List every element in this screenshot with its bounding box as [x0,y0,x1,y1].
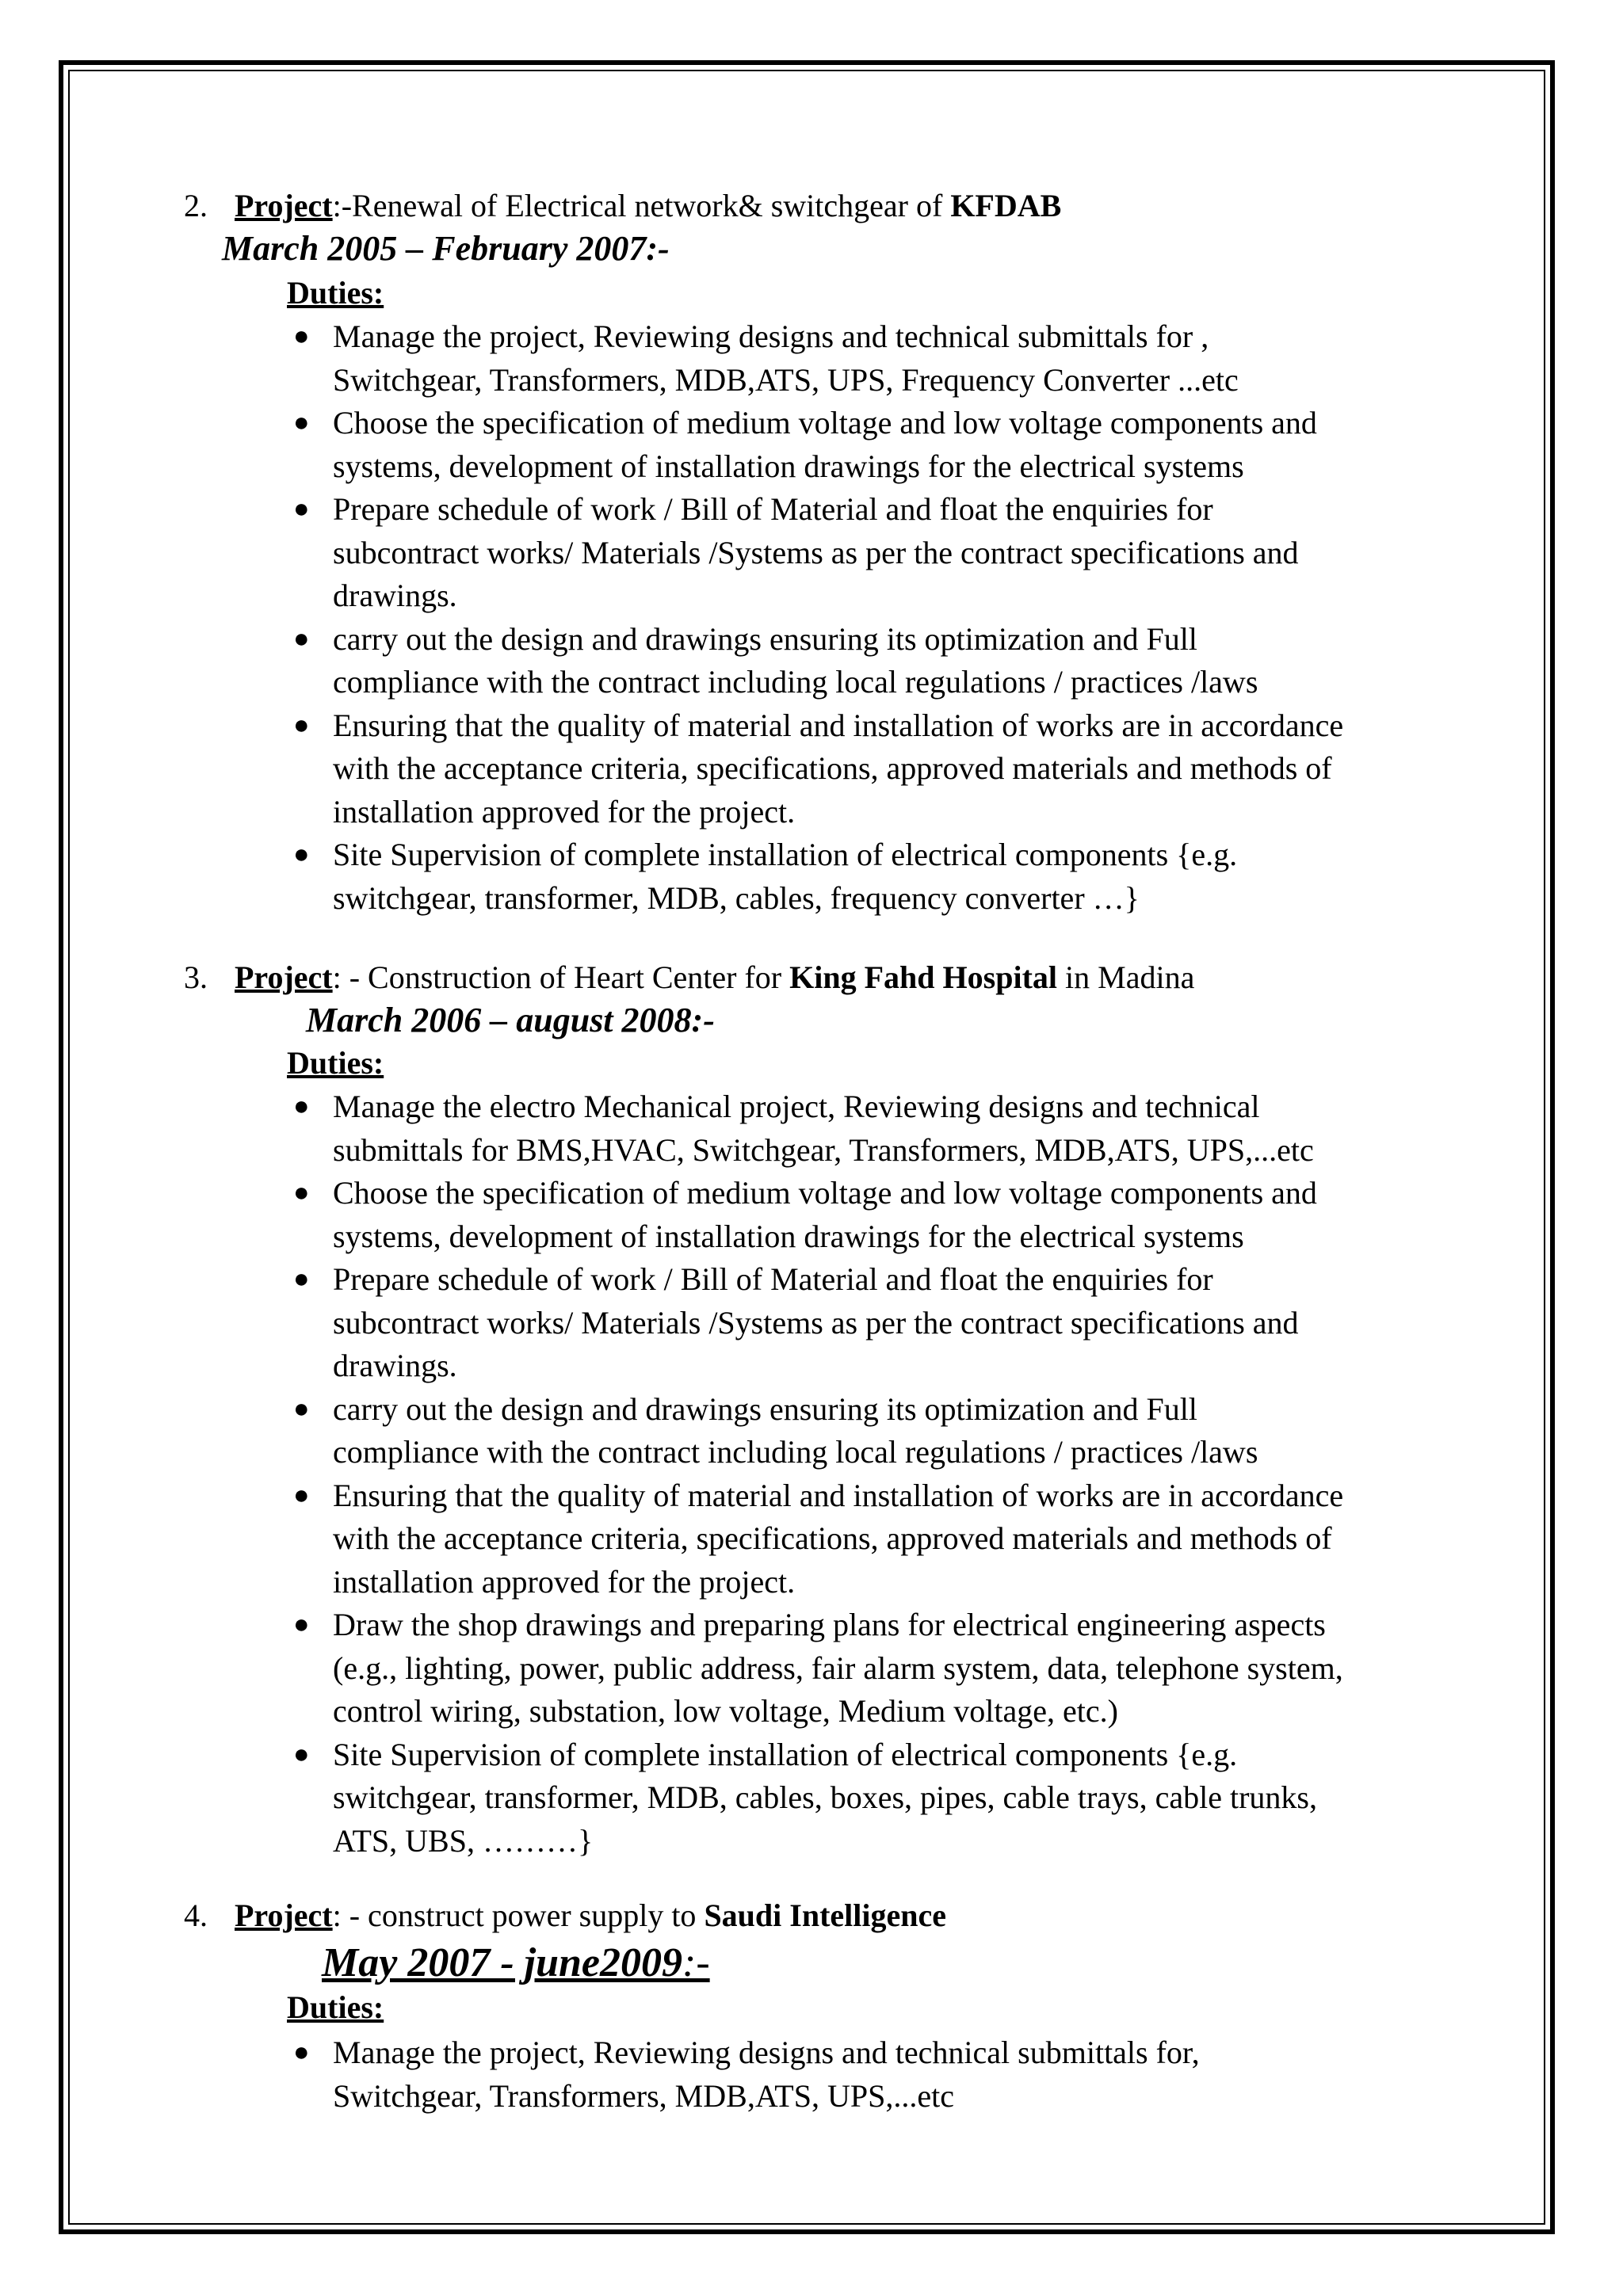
bullet-icon: ● [293,408,310,437]
duty-item [287,704,1484,834]
project-2-heading [184,187,1061,225]
duty-line: Ensuring that the quality of material and installation of works are in accordance [333,1477,1344,1513]
duty-line: subcontract works/ Materials /Systems as per the contract specifications and [333,534,1299,570]
project-4-dates-text: May 2007 - june2009 [322,1940,682,1985]
duty-line: installation approved for the project. [333,793,796,830]
project-3-duties-list [287,1085,1484,1863]
duty-item [287,488,1484,618]
bullet-icon: ● [293,1264,310,1294]
duty-item [287,1474,1484,1604]
duty-line: carry out the design and drawings ensuring its optimization and Full [333,1390,1197,1427]
bullet-icon: ● [293,624,310,654]
project-after: in Madina [1057,959,1195,995]
project-4-duties-label: Duties: [287,1989,384,2025]
duty-item [287,2031,1484,2118]
bullet-icon: ● [293,1178,310,1207]
duty-line: with the acceptance criteria, specifications, approved materials and methods of [333,750,1332,786]
duty-line: Prepare schedule of work / Bill of Material and float the enquiries for [333,491,1213,527]
project-text: : - Construction of Heart Center for [332,959,790,995]
duty-line: ATS, UBS, ………} [333,1822,594,1859]
project-label: Project [235,959,333,995]
duty-line: submittals for BMS,HVAC, Switchgear, Transformers, MDB,ATS, UPS,...etc [333,1131,1314,1168]
project-4-dates-suffix: :- [682,1940,710,1985]
duty-line: drawings. [333,1348,457,1383]
project-3-heading [184,959,1194,997]
bullet-icon: ● [293,1092,310,1121]
project-4-heading [184,1897,946,1935]
project-text: : - construct power supply to [332,1897,705,1933]
duty-line: (e.g., lighting, power, public address, fair alarm system, data, telephone system, [333,1650,1343,1686]
duty-line: systems, development of installation drawings for the electrical systems [333,1218,1244,1254]
bullet-icon: ● [293,1480,310,1510]
bullet-icon: ● [293,322,310,351]
duty-item [287,1604,1484,1733]
bullet-icon: ● [293,1739,310,1769]
duty-line: Choose the specification of medium voltage and low voltage components and [333,1175,1317,1211]
duty-line: switchgear, transformer, MDB, cables, frequency converter …} [333,879,1140,916]
project-emphasis: Saudi Intelligence [704,1897,947,1933]
duty-line: Manage the electro Mechanical project, Reviewing designs and technical [333,1089,1260,1124]
duty-line: Switchgear, Transformers, MDB,ATS, UPS, Frequency Converter ...etc [333,361,1239,398]
duty-line: Draw the shop drawings and preparing plans for electrical engineering aspects [333,1607,1326,1642]
project-number: 2. [184,188,208,223]
duty-line: subcontract works/ Materials /Systems as per the contract specifications and [333,1304,1299,1341]
bullet-icon: ● [293,840,310,869]
duty-line: Ensuring that the quality of material and installation of works are in accordance [333,707,1344,743]
duty-line: Manage the project, Reviewing designs and technical submittals for , [333,318,1209,354]
duty-line: compliance with the contract including local regulations / practices /laws [333,664,1258,700]
duty-line: control wiring, substation, low voltage, Medium voltage, etc.) [333,1693,1118,1729]
duty-line: Switchgear, Transformers, MDB,ATS, UPS,...etc [333,2077,954,2114]
project-2-duties-list [287,315,1484,920]
project-4-duties-list [287,2031,1484,2118]
project-3-duties-label: Duties: [287,1045,384,1081]
bullet-icon: ● [293,710,310,740]
project-number: 4. [184,1897,208,1933]
duty-item [287,1388,1484,1474]
project-label: Project [235,1897,333,1933]
project-label: Project [235,188,333,223]
duty-line: with the acceptance criteria, specifications, approved materials and methods of [333,1520,1332,1556]
duty-line: Site Supervision of complete installation of electrical components {e.g. [333,837,1238,872]
duty-item [287,315,1484,402]
project-2-duties-label: Duties: [287,275,384,311]
project-emphasis: KFDAB [950,188,1062,223]
bullet-icon: ● [293,2038,310,2067]
project-4-dates [322,1939,710,1987]
duty-line: carry out the design and drawings ensuring its optimization and Full [333,620,1197,657]
duty-line: drawings. [333,578,457,613]
duty-line: Manage the project, Reviewing designs and technical submittals for, [333,2035,1200,2070]
project-2-dates: March 2005 – February 2007:- [222,229,670,268]
duty-line: Choose the specification of medium voltage and low voltage components and [333,405,1317,441]
duty-item [287,618,1484,704]
bullet-icon: ● [293,494,310,524]
duty-line: Site Supervision of complete installation of electrical components {e.g. [333,1736,1238,1772]
duty-item [287,1085,1484,1172]
duty-line: Prepare schedule of work / Bill of Material and float the enquiries for [333,1261,1213,1297]
duty-line: installation approved for the project. [333,1563,796,1600]
duty-item [287,402,1484,488]
duty-line: compliance with the contract including local regulations / practices /laws [333,1434,1258,1470]
project-number: 3. [184,959,208,995]
bullet-icon: ● [293,1610,310,1639]
project-text: :-Renewal of Electrical network& switchgear of [332,188,951,223]
duty-item [287,833,1484,920]
project-3-dates: March 2006 – august 2008:- [306,1001,715,1039]
duty-item [287,1258,1484,1388]
bullet-icon: ● [293,1394,310,1424]
duty-line: systems, development of installation drawings for the electrical systems [333,448,1244,484]
duty-line: switchgear, transformer, MDB, cables, boxes, pipes, cable trays, cable trunks, [333,1779,1317,1815]
duty-item [287,1172,1484,1258]
project-emphasis: King Fahd Hospital [789,959,1058,995]
duty-item [287,1733,1484,1863]
